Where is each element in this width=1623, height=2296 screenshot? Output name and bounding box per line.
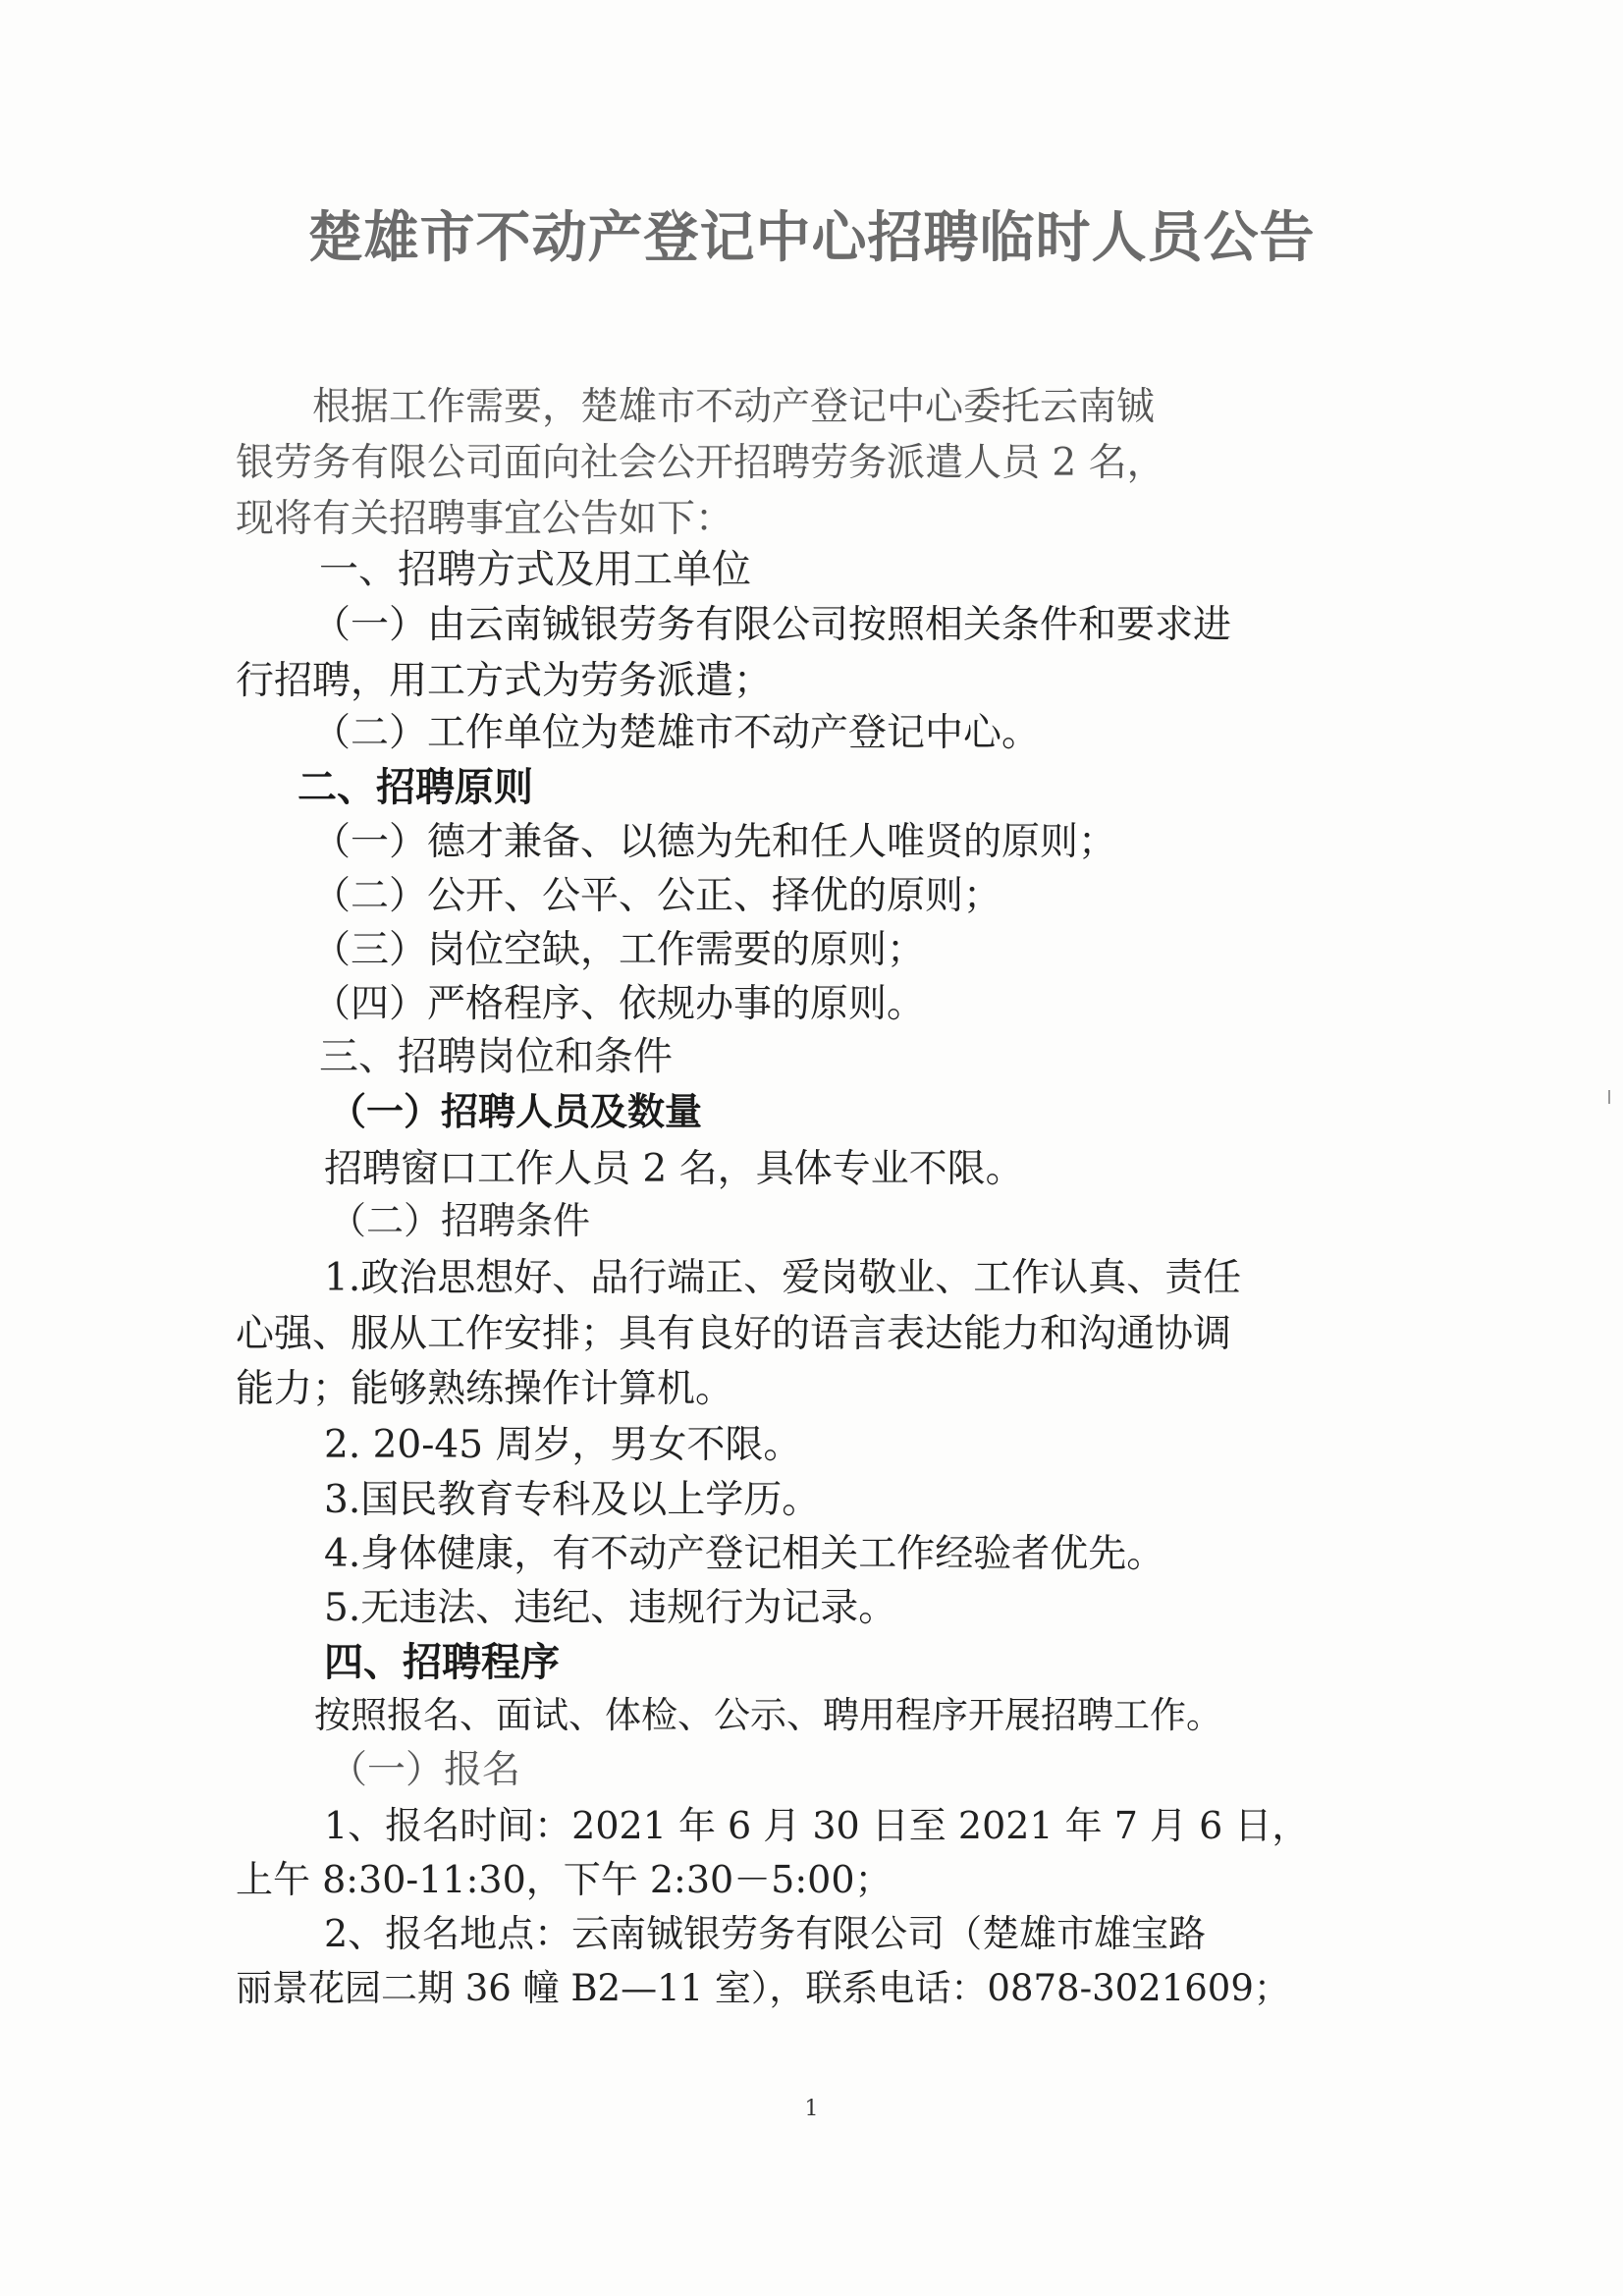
section-3-sub-1-heading: （一）招聘人员及数量 [329,1090,703,1133]
principle-item-4: （四）严格程序、依规办事的原则。 [312,982,926,1026]
section-3-sub-1-text: 招聘窗口工作人员 2 名，具体专业不限。 [324,1147,1024,1191]
principle-item-1: （一）德才兼备、以德为先和任人唯贤的原则； [312,820,1117,864]
section-1-para-2: （二）工作单位为楚雄市不动产登记中心。 [312,711,1041,755]
intro-line-1: 根据工作需要，楚雄市不动产登记中心委托云南铖 [312,385,1156,429]
condition-4: 4.身体健康，有不动产登记相关工作经验者优先。 [324,1532,1165,1576]
page-number: 1 [804,2097,819,2121]
principle-item-2: （二）公开、公平、公正、择优的原则； [312,874,1002,918]
section-1-para-1-line-2: 行招聘，用工方式为劳务派遣； [236,659,773,703]
condition-1-line-2: 心强、服从工作安排；具有良好的语言表达能力和沟通协调 [236,1312,1232,1356]
registration-place-line-2: 丽景花园二期 36 幢 B2—11 室），联系电话：0878-3021609； [236,1967,1290,2009]
scan-mark [1608,1090,1610,1104]
section-1-heading: 一、招聘方式及用工单位 [319,547,751,592]
condition-2: 2. 20-45 周岁，男女不限。 [324,1423,802,1467]
condition-1-line-3: 能力；能够熟练操作计算机。 [236,1367,734,1411]
section-2-heading: 二、招聘原则 [298,765,533,810]
principle-item-3: （三）岗位空缺，工作需要的原则； [312,928,926,972]
section-4-intro: 按照报名、面试、体检、公示、聘用程序开展招聘工作。 [314,1694,1222,1736]
condition-3: 3.国民教育专科及以上学历。 [324,1478,821,1522]
registration-time-line-2: 上午 8:30-11:30，下午 2:30－5:00； [236,1858,893,1901]
registration-time-line-1: 1、报名时间：2021 年 6 月 30 日至 2021 年 7 月 6 日， [324,1804,1310,1847]
condition-5: 5.无违法、违纪、违规行为记录。 [324,1586,897,1630]
intro-line-2: 银劳务有限公司面向社会公开招聘劳务派遣人员 2 名， [236,441,1165,485]
document-title: 楚雄市不动产登记中心招聘临时人员公告 [307,206,1316,270]
section-4-sub-1-heading: （一）报名 [329,1748,521,1792]
section-3-sub-2-heading: （二）招聘条件 [329,1199,591,1242]
section-3-heading: 三、招聘岗位和条件 [319,1034,673,1079]
condition-1-line-1: 1.政治思想好、品行端正、爱岗敬业、工作认真、责任 [324,1256,1242,1300]
intro-line-3: 现将有关招聘事宜公告如下： [236,497,734,541]
section-1-para-1-line-1: （一）由云南铖银劳务有限公司按照相关条件和要求进 [312,603,1232,647]
section-4-heading: 四、招聘程序 [324,1640,560,1685]
registration-place-line-1: 2、报名地点：云南铖银劳务有限公司（楚雄市雄宝路 [324,1912,1207,1955]
